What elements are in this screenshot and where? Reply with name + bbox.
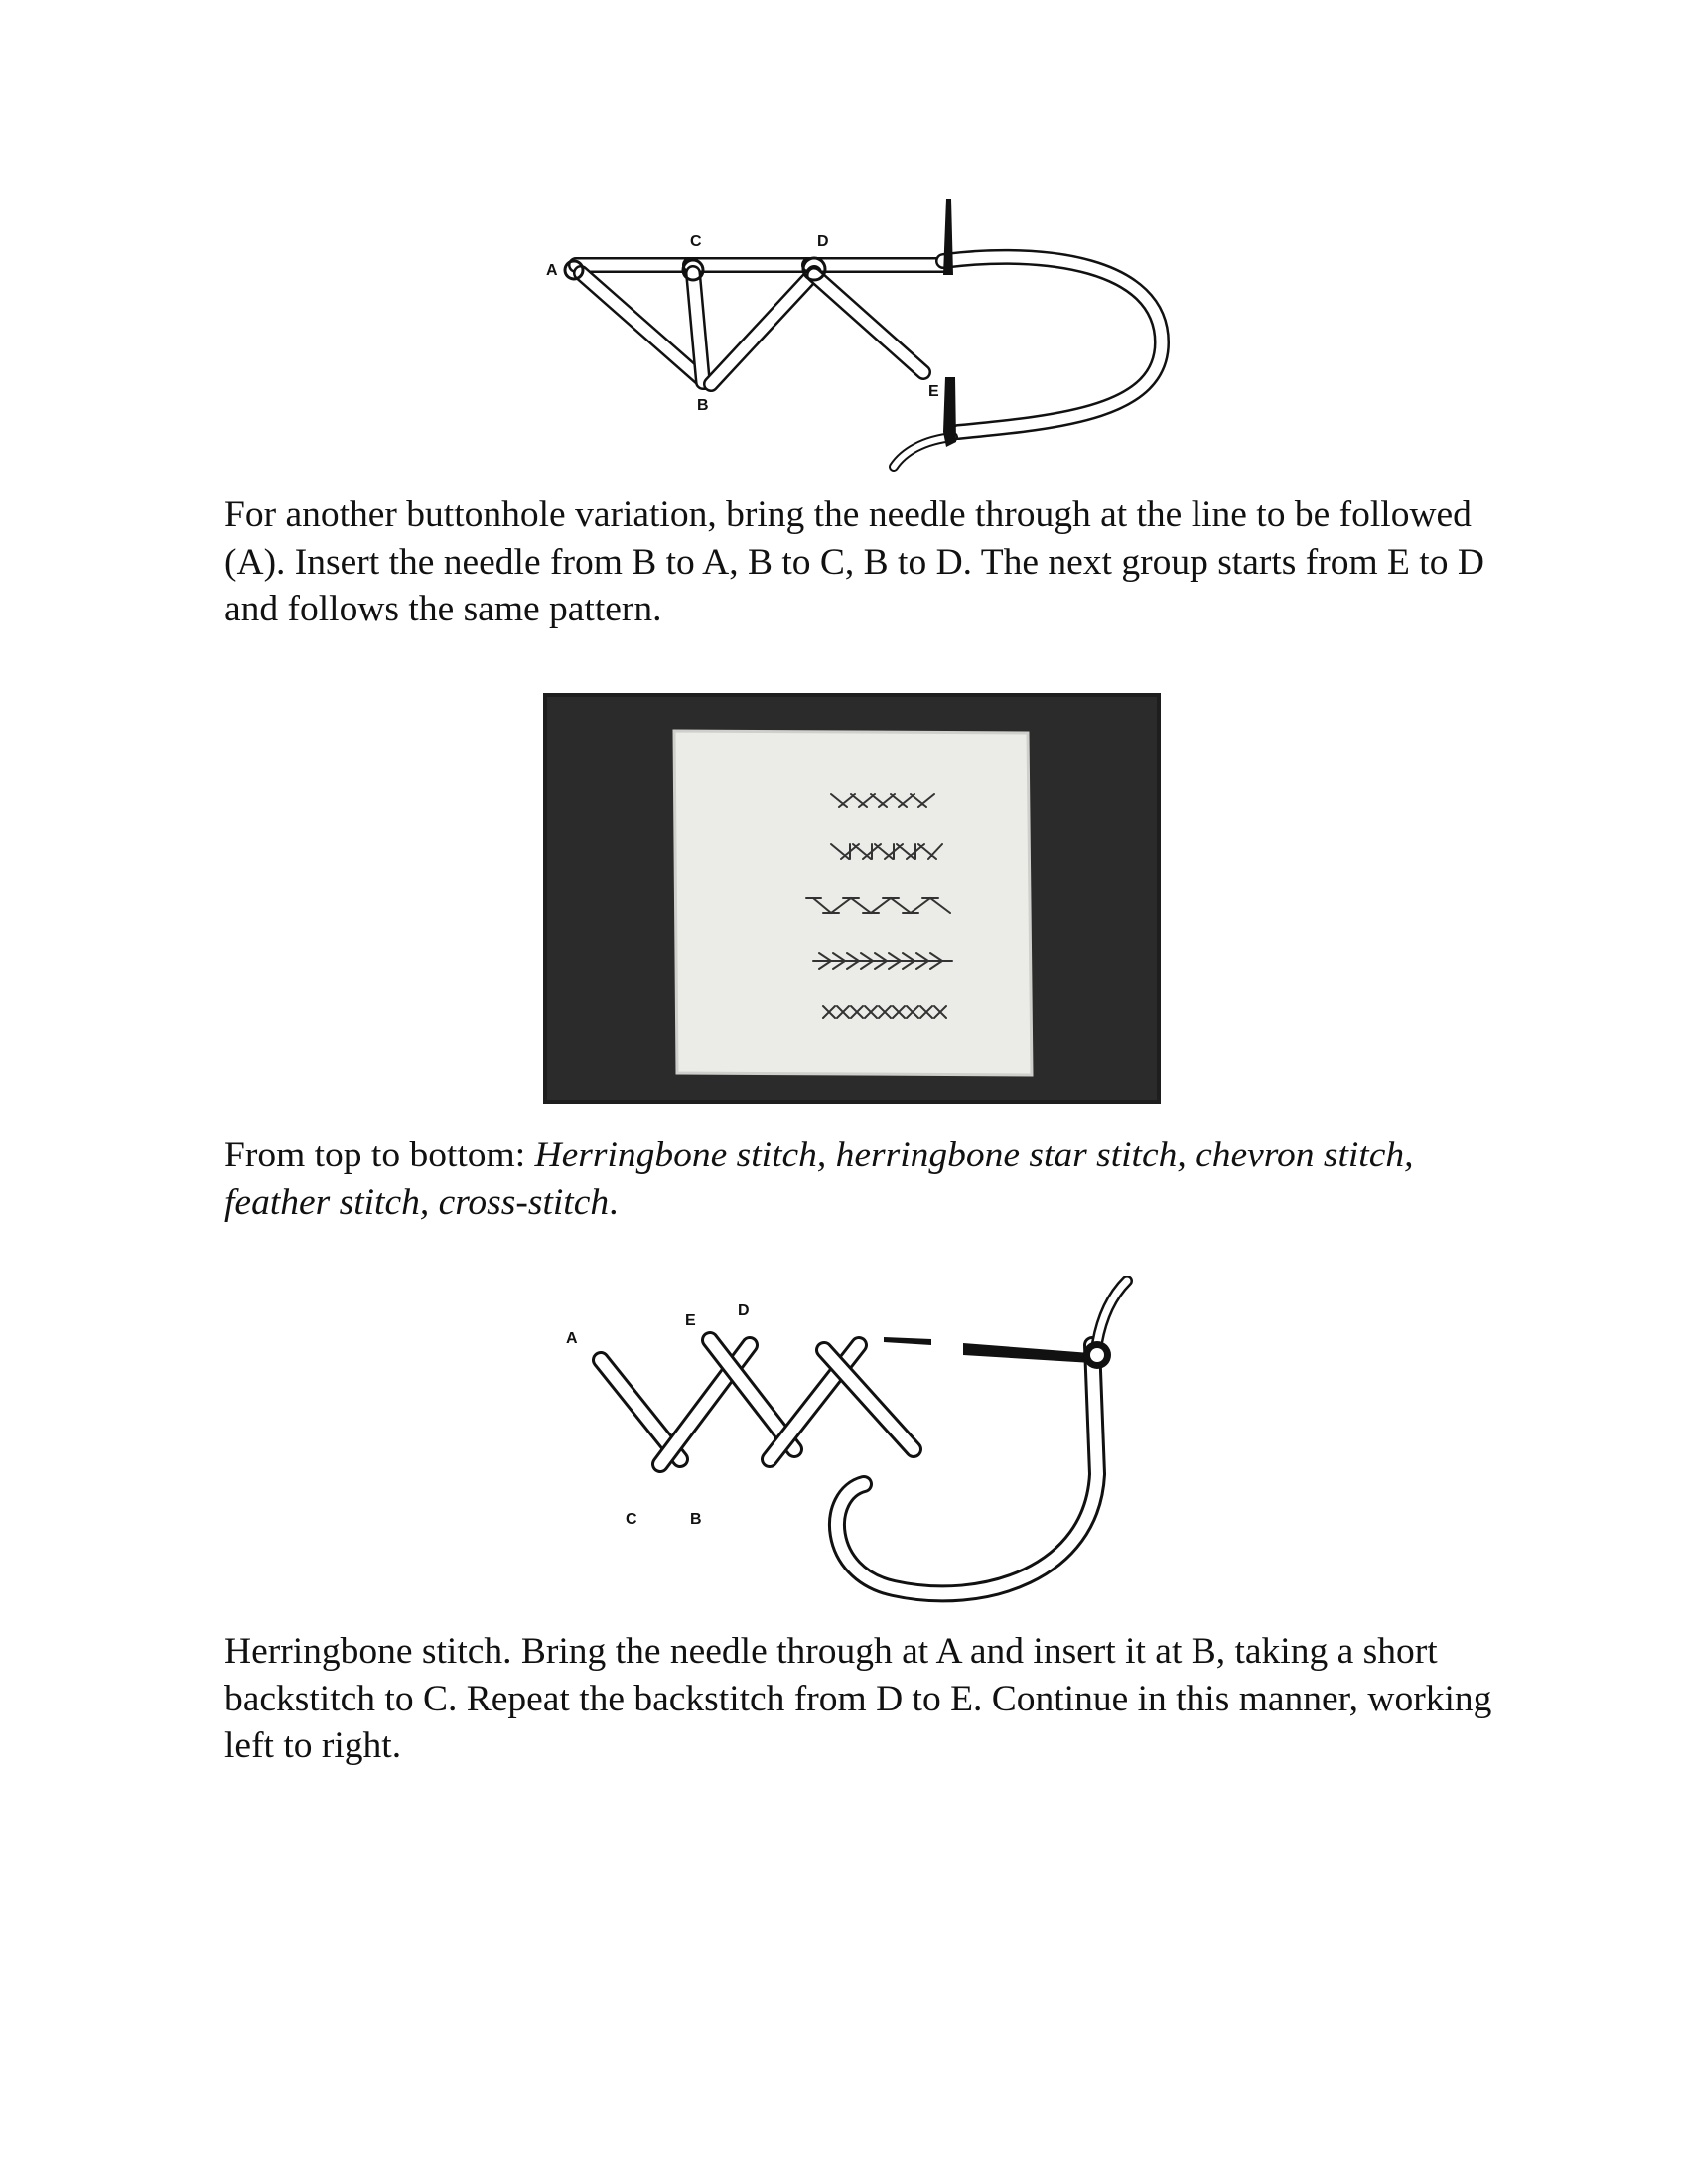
label-c: C (626, 1511, 637, 1528)
caption-prefix: From top to bottom: (224, 1135, 535, 1175)
stitch-sampler-photo (543, 693, 1161, 1104)
buttonhole-variation-diagram (526, 194, 1182, 472)
sampler-caption (224, 1132, 1515, 1226)
label-d: D (817, 233, 829, 250)
label-a: A (546, 262, 558, 279)
herringbone-stitch-diagram (556, 1276, 1152, 1623)
label-e: E (928, 383, 939, 400)
label-a: A (566, 1330, 578, 1347)
caption-stitch-list: Herringbone stitch, herringbone star stitch, chevron stitch, feather stitch, cross-stitch (224, 1135, 1414, 1223)
caption-suffix: . (609, 1181, 619, 1223)
label-e: E (685, 1312, 696, 1329)
label-b: B (690, 1511, 702, 1528)
buttonhole-instructions: For another buttonhole variation, bring the needle through at the line to be followed (A). Insert the needle from B to A, B to C, B to D. The next group starts from E to D and follows the same pattern. (224, 494, 1484, 629)
herringbone-instructions: Herringbone stitch. Bring the needle through at A and insert it at B, taking a short backstitch to C. Repeat the backstitch from D to E. Continue in this manner, working left to right. (224, 1631, 1492, 1766)
label-c: C (690, 233, 702, 250)
label-d: D (738, 1302, 750, 1319)
label-b: B (697, 397, 709, 414)
